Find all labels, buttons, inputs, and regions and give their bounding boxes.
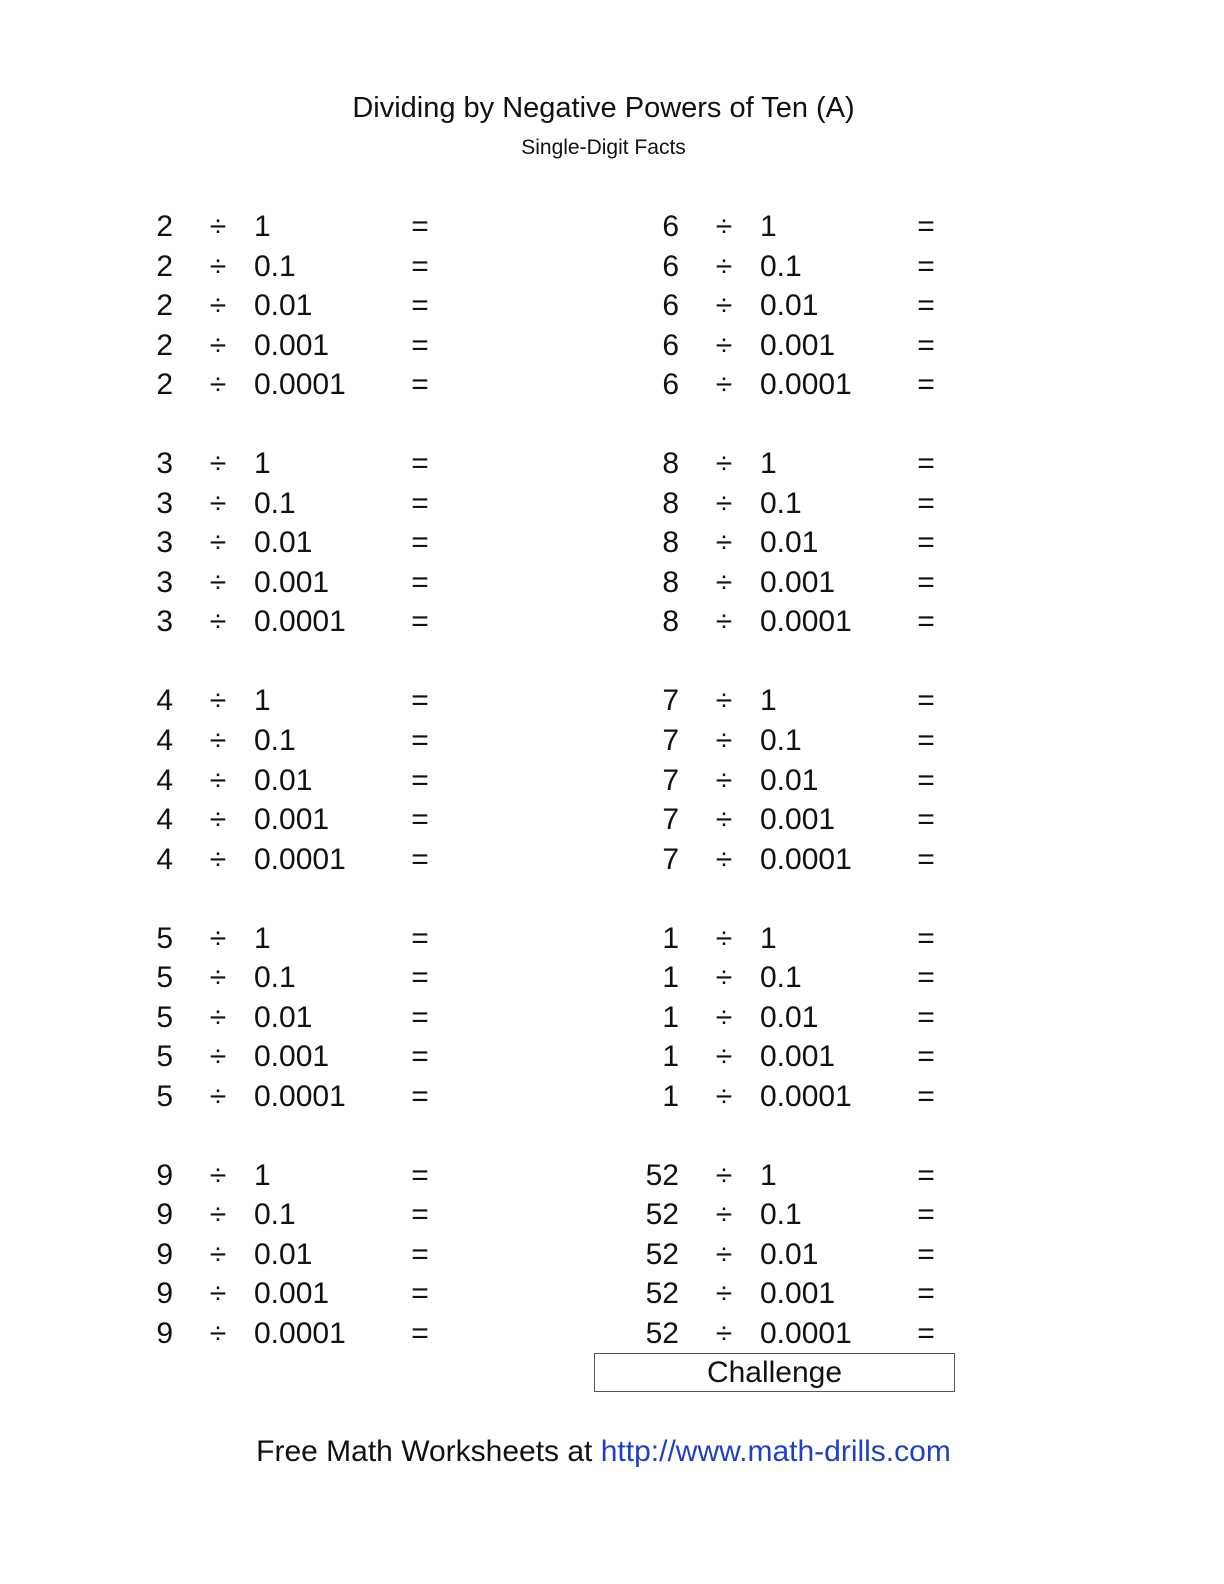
divide-sign: ÷ — [715, 1238, 733, 1271]
equals-sign: = — [411, 605, 429, 638]
equals-sign: = — [917, 1001, 935, 1034]
divide-sign: ÷ — [209, 447, 227, 480]
problem-row — [0, 919, 1224, 959]
divisor: 0.0001 — [254, 1317, 346, 1350]
divide-sign: ÷ — [209, 250, 227, 283]
divisor: 0.001 — [254, 566, 330, 599]
equals-sign: = — [411, 684, 429, 717]
divide-sign: ÷ — [209, 1238, 227, 1271]
equals-sign: = — [411, 922, 429, 955]
equals-sign: = — [917, 487, 935, 520]
divisor: 0.1 — [254, 724, 296, 757]
divide-sign: ÷ — [209, 684, 227, 717]
equals-sign: = — [917, 329, 935, 362]
divisor: 0.1 — [254, 961, 296, 994]
equals-sign: = — [917, 764, 935, 797]
problem-row — [0, 998, 1224, 1038]
problem-row — [0, 365, 1224, 405]
problem-row — [0, 523, 1224, 563]
dividend: 2 — [156, 368, 173, 401]
equals-sign: = — [411, 526, 429, 559]
divide-sign: ÷ — [715, 487, 733, 520]
problem-row — [0, 1156, 1224, 1196]
dividend: 1 — [662, 1001, 679, 1034]
divide-sign: ÷ — [715, 1159, 733, 1192]
dividend: 52 — [645, 1317, 679, 1350]
equals-sign: = — [411, 1238, 429, 1271]
equals-sign: = — [411, 1001, 429, 1034]
divide-sign: ÷ — [209, 1040, 227, 1073]
divide-sign: ÷ — [209, 526, 227, 559]
equals-sign: = — [411, 1198, 429, 1231]
equals-sign: = — [411, 368, 429, 401]
divisor: 0.001 — [760, 1277, 836, 1310]
divisor: 0.001 — [760, 803, 836, 836]
equals-sign: = — [917, 526, 935, 559]
divisor: 1 — [760, 210, 777, 243]
dividend: 4 — [156, 764, 173, 797]
divide-sign: ÷ — [209, 961, 227, 994]
dividend: 52 — [645, 1277, 679, 1310]
problem-row — [0, 602, 1224, 642]
equals-sign: = — [917, 1277, 935, 1310]
problem-row — [0, 1314, 1224, 1354]
divide-sign: ÷ — [715, 1080, 733, 1113]
divide-sign: ÷ — [715, 566, 733, 599]
divisor: 0.0001 — [760, 1080, 852, 1113]
dividend: 9 — [156, 1238, 173, 1271]
dividend: 4 — [156, 724, 173, 757]
problem-row — [0, 484, 1224, 524]
equals-sign: = — [917, 1040, 935, 1073]
dividend: 5 — [156, 1040, 173, 1073]
divisor: 0.01 — [254, 289, 313, 322]
problem-row — [0, 721, 1224, 761]
divide-sign: ÷ — [715, 526, 733, 559]
divisor: 0.001 — [254, 1040, 330, 1073]
divisor: 0.1 — [760, 487, 802, 520]
divide-sign: ÷ — [715, 724, 733, 757]
divide-sign: ÷ — [715, 1317, 733, 1350]
divide-sign: ÷ — [209, 843, 227, 876]
divide-sign: ÷ — [209, 329, 227, 362]
equals-sign: = — [917, 1080, 935, 1113]
problem-row — [0, 326, 1224, 366]
divisor: 0.0001 — [760, 1317, 852, 1350]
dividend: 8 — [662, 487, 679, 520]
divisor: 0.1 — [760, 961, 802, 994]
divide-sign: ÷ — [209, 289, 227, 322]
dividend: 52 — [645, 1238, 679, 1271]
equals-sign: = — [917, 368, 935, 401]
divisor: 0.1 — [254, 1198, 296, 1231]
divisor: 1 — [760, 447, 777, 480]
divide-sign: ÷ — [715, 1277, 733, 1310]
divisor: 0.1 — [760, 250, 802, 283]
dividend: 9 — [156, 1277, 173, 1310]
problem-row — [0, 681, 1224, 721]
divisor: 0.1 — [760, 1198, 802, 1231]
equals-sign: = — [411, 566, 429, 599]
dividend: 4 — [156, 803, 173, 836]
dividend: 8 — [662, 447, 679, 480]
dividend: 1 — [662, 922, 679, 955]
equals-sign: = — [411, 961, 429, 994]
divide-sign: ÷ — [209, 487, 227, 520]
equals-sign: = — [411, 1040, 429, 1073]
equals-sign: = — [411, 803, 429, 836]
divide-sign: ÷ — [715, 843, 733, 876]
divisor: 0.0001 — [254, 605, 346, 638]
dividend: 5 — [156, 1001, 173, 1034]
dividend: 6 — [662, 210, 679, 243]
divisor: 0.0001 — [254, 1080, 346, 1113]
divide-sign: ÷ — [209, 1317, 227, 1350]
divisor: 1 — [254, 922, 271, 955]
divide-sign: ÷ — [209, 922, 227, 955]
divide-sign: ÷ — [209, 724, 227, 757]
dividend: 3 — [156, 487, 173, 520]
divide-sign: ÷ — [715, 210, 733, 243]
divisor: 0.001 — [254, 803, 330, 836]
dividend: 7 — [662, 724, 679, 757]
problem-row — [0, 958, 1224, 998]
equals-sign: = — [917, 1159, 935, 1192]
dividend: 3 — [156, 526, 173, 559]
footer-text: Free Math Worksheets at — [256, 1435, 601, 1468]
divide-sign: ÷ — [715, 684, 733, 717]
dividend: 9 — [156, 1317, 173, 1350]
equals-sign: = — [917, 724, 935, 757]
equals-sign: = — [411, 487, 429, 520]
equals-sign: = — [411, 1317, 429, 1350]
dividend: 5 — [156, 961, 173, 994]
problem-row — [0, 840, 1224, 880]
equals-sign: = — [411, 764, 429, 797]
equals-sign: = — [917, 210, 935, 243]
problem-row — [0, 1037, 1224, 1077]
equals-sign: = — [411, 329, 429, 362]
problem-row — [0, 1195, 1224, 1235]
equals-sign: = — [917, 961, 935, 994]
divide-sign: ÷ — [715, 803, 733, 836]
divisor: 0.0001 — [760, 368, 852, 401]
divide-sign: ÷ — [715, 368, 733, 401]
divide-sign: ÷ — [209, 1277, 227, 1310]
divisor: 0.1 — [254, 250, 296, 283]
divisor: 0.01 — [254, 764, 313, 797]
equals-sign: = — [917, 843, 935, 876]
divisor: 0.01 — [254, 1238, 313, 1271]
divide-sign: ÷ — [715, 250, 733, 283]
divisor: 1 — [254, 1159, 271, 1192]
divisor: 0.01 — [760, 526, 819, 559]
dividend: 5 — [156, 922, 173, 955]
divide-sign: ÷ — [715, 1001, 733, 1034]
divisor: 0.0001 — [760, 605, 852, 638]
dividend: 6 — [662, 289, 679, 322]
divisor: 0.01 — [760, 1238, 819, 1271]
divisor: 0.001 — [760, 566, 836, 599]
divisor: 0.01 — [760, 1001, 819, 1034]
dividend: 1 — [662, 1080, 679, 1113]
divisor: 0.01 — [760, 289, 819, 322]
divisor: 0.0001 — [254, 368, 346, 401]
problem-row — [0, 800, 1224, 840]
problem-row — [0, 761, 1224, 801]
equals-sign: = — [411, 210, 429, 243]
problem-row — [0, 1274, 1224, 1314]
equals-sign: = — [411, 1277, 429, 1310]
equals-sign: = — [917, 447, 935, 480]
divisor: 0.001 — [760, 1040, 836, 1073]
divisor: 0.0001 — [760, 843, 852, 876]
divide-sign: ÷ — [209, 1159, 227, 1192]
divide-sign: ÷ — [209, 1080, 227, 1113]
divide-sign: ÷ — [209, 566, 227, 599]
dividend: 3 — [156, 566, 173, 599]
divisor: 1 — [760, 922, 777, 955]
divide-sign: ÷ — [715, 922, 733, 955]
divide-sign: ÷ — [715, 605, 733, 638]
dividend: 6 — [662, 250, 679, 283]
dividend: 9 — [156, 1159, 173, 1192]
divisor: 0.01 — [760, 764, 819, 797]
problem-row — [0, 1077, 1224, 1117]
dividend: 5 — [156, 1080, 173, 1113]
challenge-label: Challenge — [594, 1353, 955, 1392]
dividend: 7 — [662, 684, 679, 717]
equals-sign: = — [411, 250, 429, 283]
footer — [0, 1432, 1207, 1472]
dividend: 6 — [662, 329, 679, 362]
worksheet-title: Dividing by Negative Powers of Ten (A) — [352, 92, 855, 124]
divisor: 0.0001 — [254, 843, 346, 876]
divide-sign: ÷ — [715, 329, 733, 362]
divide-sign: ÷ — [209, 764, 227, 797]
problem-row — [0, 563, 1224, 603]
divisor: 0.001 — [760, 329, 836, 362]
equals-sign: = — [411, 289, 429, 322]
dividend: 52 — [645, 1198, 679, 1231]
dividend: 4 — [156, 684, 173, 717]
equals-sign: = — [917, 803, 935, 836]
divisor: 0.01 — [254, 526, 313, 559]
worksheet-subtitle: Single-Digit Facts — [521, 136, 686, 159]
divide-sign: ÷ — [715, 961, 733, 994]
divisor: 0.001 — [254, 1277, 330, 1310]
dividend: 9 — [156, 1198, 173, 1231]
equals-sign: = — [411, 447, 429, 480]
dividend: 2 — [156, 210, 173, 243]
equals-sign: = — [411, 724, 429, 757]
footer-link[interactable]: http://www.math-drills.com — [600, 1435, 951, 1468]
dividend: 7 — [662, 843, 679, 876]
divisor: 0.01 — [254, 1001, 313, 1034]
dividend: 1 — [662, 1040, 679, 1073]
equals-sign: = — [917, 250, 935, 283]
divisor: 1 — [254, 210, 271, 243]
divisor: 0.1 — [760, 724, 802, 757]
divisor: 0.1 — [254, 487, 296, 520]
dividend: 2 — [156, 329, 173, 362]
dividend: 7 — [662, 803, 679, 836]
equals-sign: = — [917, 684, 935, 717]
divisor: 1 — [254, 447, 271, 480]
divide-sign: ÷ — [209, 210, 227, 243]
dividend: 2 — [156, 289, 173, 322]
divisor: 1 — [254, 684, 271, 717]
equals-sign: = — [917, 605, 935, 638]
equals-sign: = — [917, 1198, 935, 1231]
dividend: 6 — [662, 368, 679, 401]
divide-sign: ÷ — [715, 289, 733, 322]
divide-sign: ÷ — [209, 1001, 227, 1034]
dividend: 3 — [156, 605, 173, 638]
divide-sign: ÷ — [715, 764, 733, 797]
divide-sign: ÷ — [209, 368, 227, 401]
dividend: 8 — [662, 566, 679, 599]
dividend: 1 — [662, 961, 679, 994]
problem-row — [0, 444, 1224, 484]
dividend: 8 — [662, 526, 679, 559]
equals-sign: = — [917, 1317, 935, 1350]
problem-row — [0, 1235, 1224, 1275]
divide-sign: ÷ — [715, 1198, 733, 1231]
dividend: 4 — [156, 843, 173, 876]
problem-row — [0, 207, 1224, 247]
equals-sign: = — [917, 289, 935, 322]
divide-sign: ÷ — [209, 605, 227, 638]
divide-sign: ÷ — [209, 803, 227, 836]
equals-sign: = — [411, 1080, 429, 1113]
divisor: 1 — [760, 684, 777, 717]
dividend: 3 — [156, 447, 173, 480]
equals-sign: = — [411, 1159, 429, 1192]
divide-sign: ÷ — [715, 447, 733, 480]
equals-sign: = — [917, 1238, 935, 1271]
equals-sign: = — [917, 922, 935, 955]
equals-sign: = — [917, 566, 935, 599]
divisor: 1 — [760, 1159, 777, 1192]
divide-sign: ÷ — [715, 1040, 733, 1073]
equals-sign: = — [411, 843, 429, 876]
dividend: 52 — [645, 1159, 679, 1192]
divide-sign: ÷ — [209, 1198, 227, 1231]
dividend: 7 — [662, 764, 679, 797]
dividend: 2 — [156, 250, 173, 283]
divisor: 0.001 — [254, 329, 330, 362]
problem-row — [0, 247, 1224, 287]
problem-row — [0, 286, 1224, 326]
dividend: 8 — [662, 605, 679, 638]
